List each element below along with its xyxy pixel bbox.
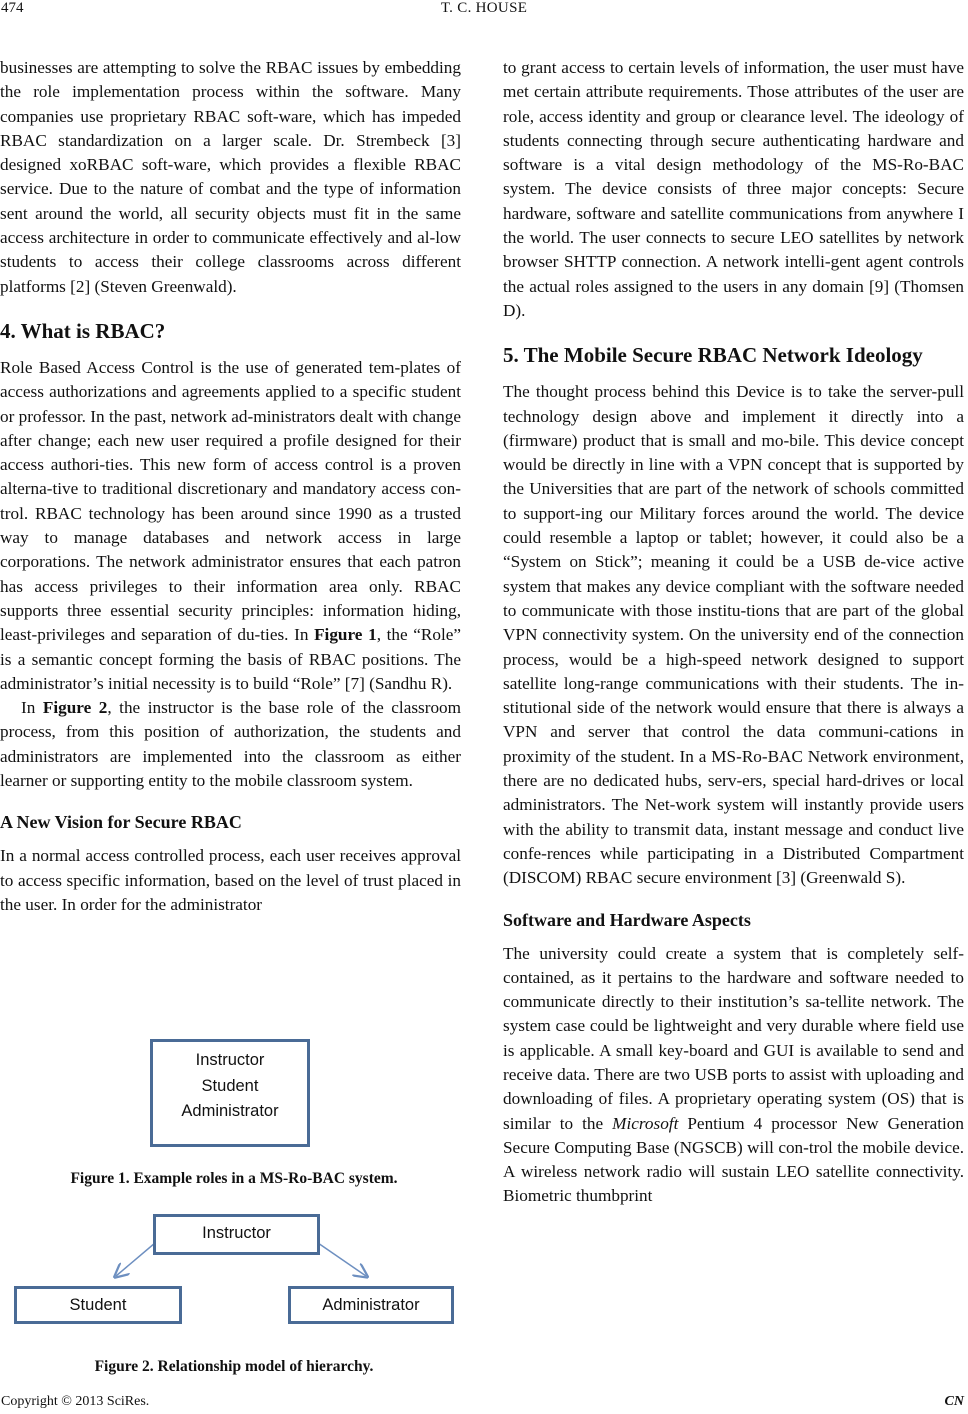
section-heading-5: 5. The Mobile Secure RBAC Network Ideology	[503, 343, 923, 368]
arrow-to-administrator	[318, 1243, 366, 1276]
figure-1-caption: Figure 1. Example roles in a MS-Ro-BAC system.	[70, 1170, 398, 1187]
arrow-to-student	[116, 1243, 155, 1276]
page-number: 474	[1, 0, 24, 16]
role-instructor: Instructor	[195, 1051, 265, 1069]
subsection-heading-vision: A New Vision for Secure RBAC	[0, 812, 242, 833]
figure-2-instructor-box: Instructor	[153, 1214, 320, 1255]
footer-copyright: Copyright © 2013 SciRes.	[1, 1394, 150, 1409]
left-paragraph-4: In a normal access controlled process, each user receives approval to access specific information, based on the level of trust placed in the user. In order for the administrator	[0, 846, 461, 914]
footer-journal: CN	[944, 1394, 964, 1409]
right-paragraph-3: The university could create a system that is completely self-contained, as it pertains to the hardware and software needed to communicate directly to their institution’s sa-tellite network. The system case could be lightweight and very durable where field use is applicable. A small key-board and GUI is available to send and receive data. There are two USB ports to assist with uploading and downloading of files. A proprietary operating system (OS) that is similar to the Microsoft Pentium 4 processor New Generation Secure Computing Base (NGSCB) will con-trol the mobile device. A wireless network radio will sustain LEO satellite connectivity. Biometric thumbprint	[503, 943, 964, 1206]
right-paragraph-2: The thought process behind this Device is to take the server-pull technology design above and implement it directly into a (firmware) product that is small and mo-bile. This device concept would be directly in line with a VPN concept that is supported by the Universities that are part of the network of schools committed to support-ing our Military forces around the world. The device could resemble a laptop or tablet; however, it could also be a “System on Stick”; meaning it could be a USB de-vice active system that makes any device compliant with the software needed to communicate with those institu-tions that are part of the global VPN connectivity system. On the university end of the connection process, would be a high-speed network designed to support satellite long-range communications with their students. The in-stitutional side of the network would ensure that there is always a VPN and server that control the data communi-cations in proximity of the student. In a MS-Ro-BAC Network environment, there are no dedicated hubs, serv-ers, special hard-drives or local administrators. The Net-work system will instantly provide users with the ability to transmit data, instant message and conduct live confe-rences while participating in a Distributed Compartment (DISCOM) RBAC secure environment [3] (Greenwald S).	[503, 382, 964, 888]
left-paragraph-1: businesses are attempting to solve the RBAC issues by embedding the role implementation process within the software. Many companies use proprietary RBAC soft-ware, which has impeded RBAC standardization on a larger scale. Dr. Strembeck [3] designed xoRBAC soft-ware, which provides a flexible RBAC service. Due to the nature of combat and the type of information sent around the world, all security objects must fit in the same access architecture in order to communicate effectively and al-low students to access their college classrooms across different platforms [2] (Steven Greenwald).	[0, 58, 461, 296]
figure-2-student-box: Student	[14, 1286, 182, 1324]
subsection-heading-software: Software and Hardware Aspects	[503, 909, 751, 930]
left-column	[0, 56, 461, 917]
left-paragraph-3: In Figure 2, the instructor is the base role of the classroom process, from this position of authorization, the students and administrators are implemented into the classroom as either learner or supporting entity to the mobile classroom system.	[0, 698, 461, 791]
right-paragraph-1: to grant access to certain levels of information, the user must have met certain attribute requirements. Those attributes of the user are role, access identity and group or clearance level. The ideology of students connecting through secure authenticating hardware and software is a vital design methodology of the MS-Ro-BAC system. The device consists of three major concepts: Secure hardware, software and satellite communications from anywhere I the world. The user connects to secure LEO satellites by network browser SHTTP connection. A network intelli-gent agent controls the actual roles assigned to the users in any domain [9] (Thomsen D).	[503, 58, 964, 320]
left-paragraph-2: Role Based Access Control is the use of generated tem-plates of access authorizations and agreements applied to a specific student or professor. In the past, network ad-ministrators dealt with change after change; each new user required a profile designed for their access authori-ties. This new form of access control is a proven alterna-tive to traditional discretionary and mandatory access con-trol. RBAC technology has been around since 1990 as a trusted way to manage databases and network access in large corporations. The network administrator ensures that each patron has access privileges to their information area only. RBAC supports three essential security principles: information hiding, least-privileges and separation of du-ties. In Figure 1, the “Role” is a semantic concept forming the basis of RBAC positions. The administrator’s initial necessity is to build “Role” [7] (Sandhu R).	[0, 357, 462, 693]
role-student: Student	[201, 1076, 259, 1095]
figure-2-caption: Figure 2. Relationship model of hierarchy.	[94, 1358, 374, 1375]
figure-1-reference: Figure 1	[314, 625, 377, 645]
figure-1-roles-box	[150, 1039, 310, 1147]
figure-2-administrator-box: Administrator	[288, 1286, 454, 1324]
section-heading-4: 4. What is RBAC?	[0, 318, 166, 343]
right-column	[503, 56, 964, 1209]
role-administrator: Administrator	[181, 1102, 279, 1120]
running-title: T. C. HOUSE	[440, 0, 528, 16]
figure-2-reference: Figure 2	[42, 698, 108, 718]
microsoft-italic: Microsoft	[612, 1113, 679, 1133]
